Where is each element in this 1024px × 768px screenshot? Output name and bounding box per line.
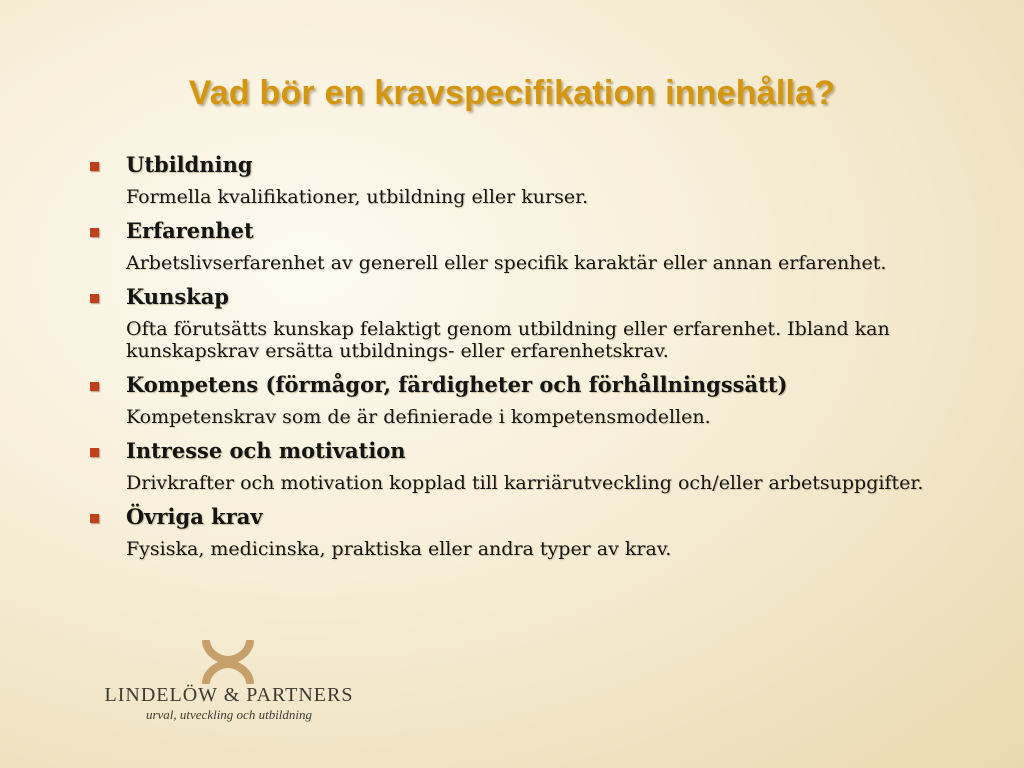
logo-name: LINDELÖW & PARTNERS	[104, 684, 354, 706]
company-logo	[98, 640, 368, 730]
bullet-icon	[90, 382, 99, 391]
list-item	[88, 282, 968, 370]
item-description: Ofta förutsätts kunskap felaktigt genom utbildning eller erfarenhet. Ibland kan kunskapskrav ersätta utbildnings- eller erfarenhetskrav.	[126, 318, 890, 362]
logo-tagline: urval, utveckling och utbildning	[145, 707, 313, 722]
slide-title: Vad bör en kravspecifikation innehålla?	[188, 74, 836, 112]
bullet-icon	[90, 514, 99, 523]
list-item	[88, 216, 968, 282]
item-description: Formella kvalifikationer, utbildning eller kurser.	[126, 186, 589, 208]
item-heading: Kunskap	[126, 284, 229, 309]
bullet-icon	[90, 228, 99, 237]
item-heading: Erfarenhet	[126, 218, 254, 243]
item-heading: Intresse och motivation	[126, 438, 406, 463]
item-heading: Kompetens (förmågor, färdigheter och förhållningssätt)	[126, 372, 788, 397]
item-heading: Utbildning	[126, 152, 253, 177]
bullet-icon	[90, 448, 99, 457]
bullet-icon	[90, 162, 99, 171]
item-description: Arbetslivserfarenhet av generell eller specifik karaktär eller annan erfarenhet.	[126, 252, 887, 274]
bullet-icon	[90, 294, 99, 303]
requirements-list	[88, 150, 968, 568]
list-item	[88, 370, 968, 436]
lindelow-mark-icon	[198, 640, 258, 684]
item-description: Fysiska, medicinska, praktiska eller andra typer av krav.	[126, 538, 672, 560]
list-item	[88, 436, 968, 502]
item-description: Drivkrafter och motivation kopplad till karriärutveckling och/eller arbetsuppgifter.	[126, 472, 924, 494]
item-heading: Övriga krav	[126, 504, 263, 529]
list-item	[88, 150, 968, 216]
item-description: Kompetenskrav som de är definierade i kompetensmodellen.	[126, 406, 711, 428]
list-item	[88, 502, 968, 568]
